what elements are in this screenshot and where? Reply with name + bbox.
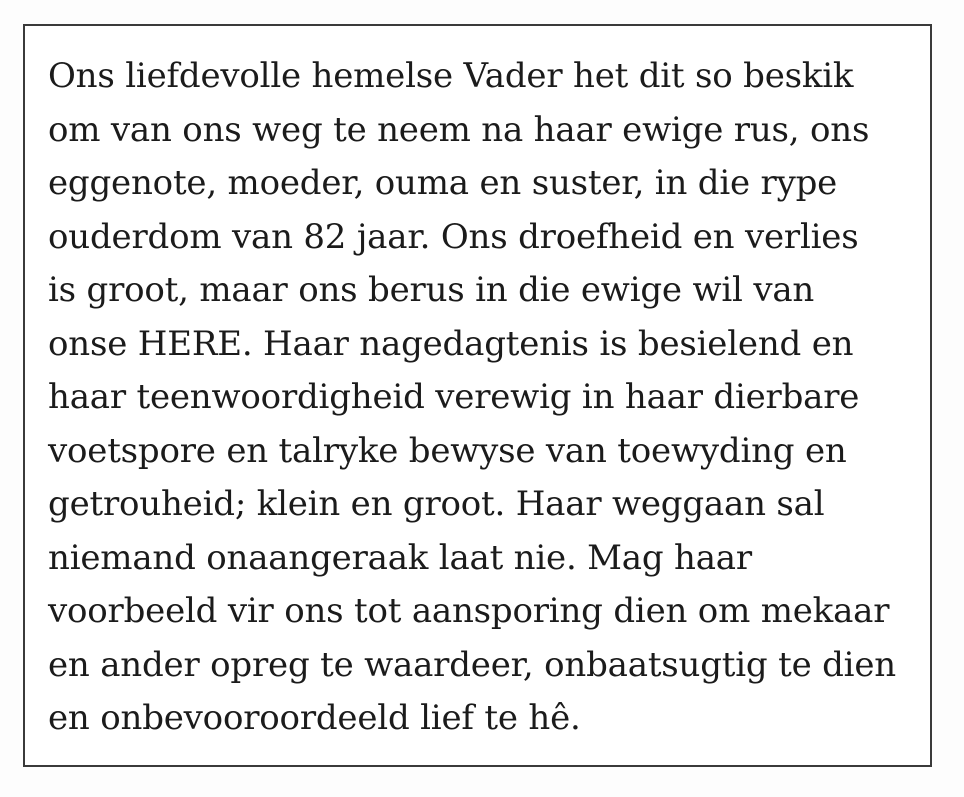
- notice-line: om van ons weg te neem na haar ewige rus, ons: [48, 109, 870, 150]
- notice-line: en onbevooroordeeld lief te hê.: [48, 698, 581, 738]
- notice-line: is groot, maar ons berus in die ewige wil van: [48, 270, 815, 310]
- notice-frame: [23, 24, 932, 767]
- notice-line: eggenote, moeder, ouma en suster, in die rype: [48, 163, 838, 203]
- notice-line: voorbeeld vir ons tot aansporing dien om mekaar: [48, 591, 890, 631]
- notice-line: getrouheid; klein en groot. Haar weggaan sal: [48, 484, 825, 524]
- notice-line: ouderdom van 82 jaar. Ons droefheid en verlies: [48, 216, 859, 257]
- notice-line: onse HERE. Haar nagedagtenis is besielend en: [48, 323, 854, 364]
- notice-line: niemand onaangeraak laat nie. Mag haar: [48, 537, 752, 578]
- notice-line: en ander opreg te waardeer, onbaatsugtig te dien: [48, 644, 896, 685]
- notice-text: [48, 50, 928, 746]
- notice-line: Ons liefdevolle hemelse Vader het dit so beskik: [48, 56, 854, 96]
- notice-line: voetspore en talryke bewyse van toewyding en: [48, 430, 847, 471]
- notice-line: haar teenwoordigheid verewig in haar dierbare: [48, 377, 860, 417]
